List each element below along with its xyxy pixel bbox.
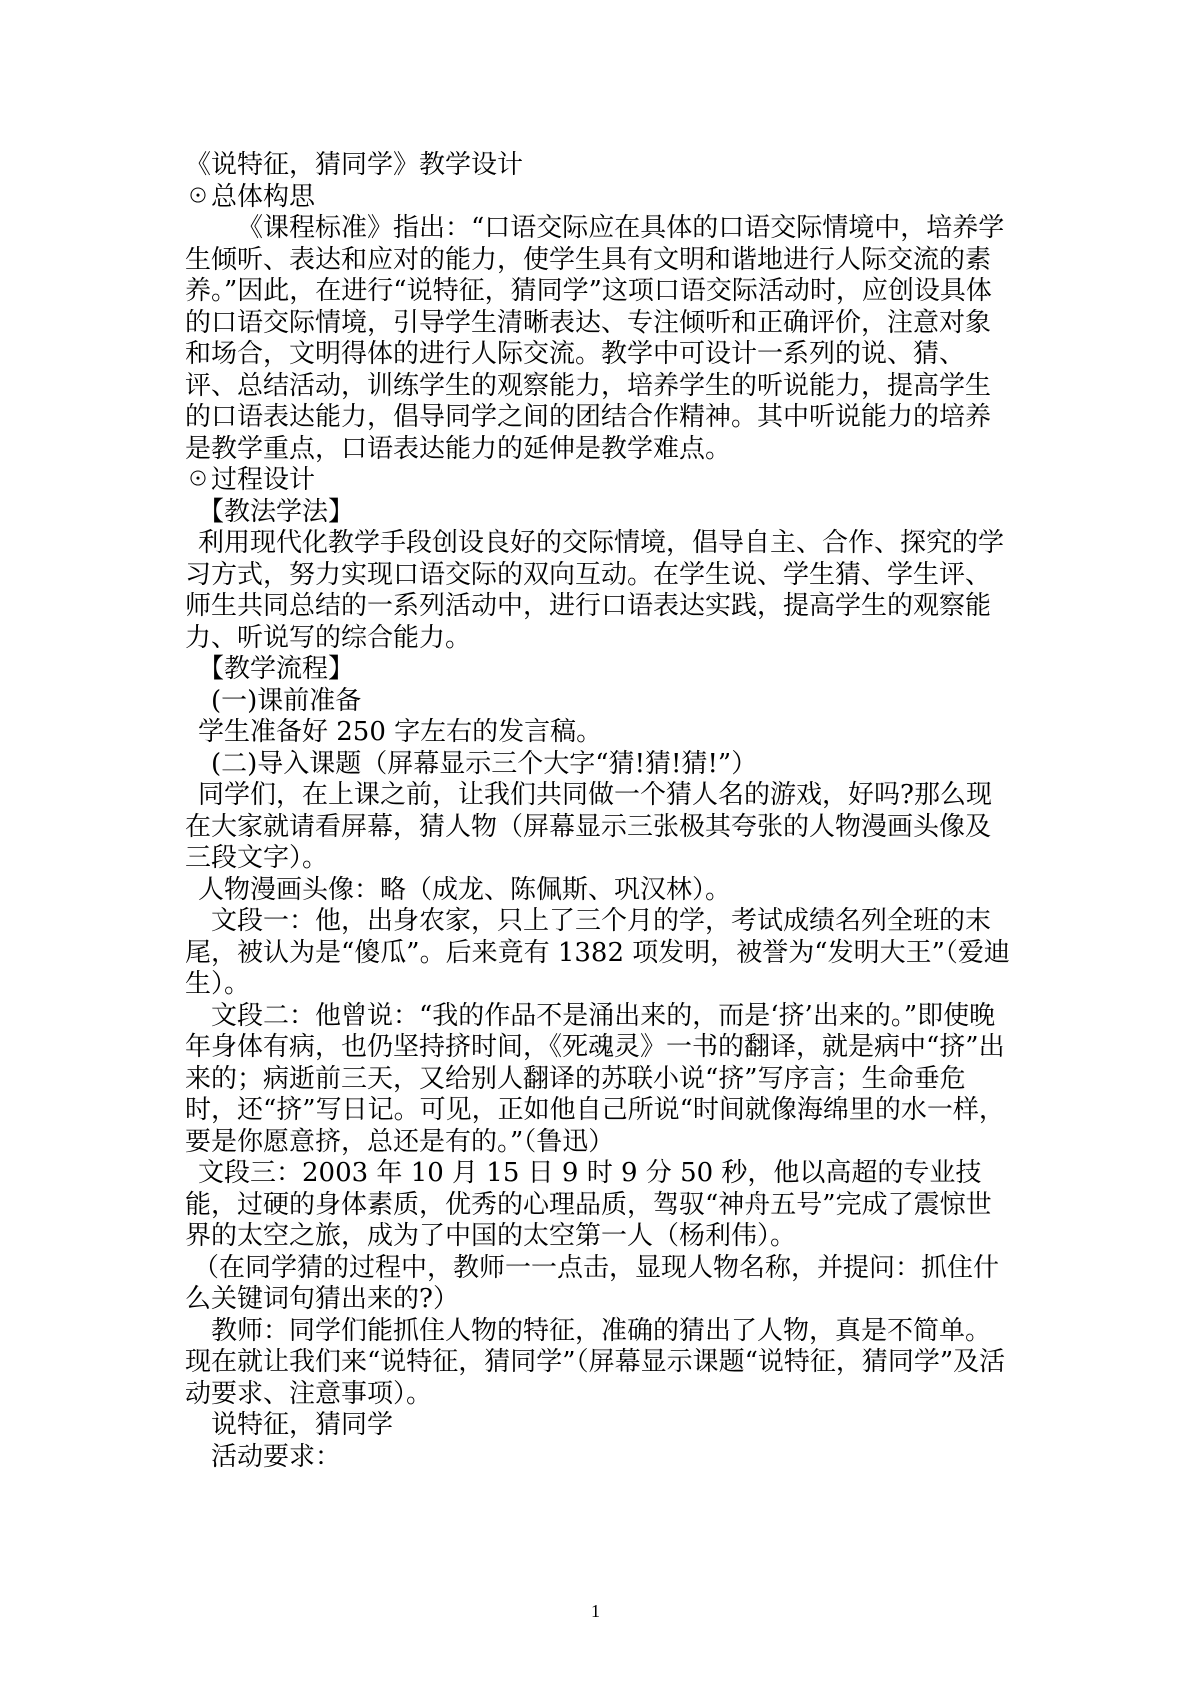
flow-heading: 【教学流程】 [198,654,355,684]
step2-paragraph: 同学们，在上课之前，让我们共同做一个猜人名的游戏，好吗?那么现在大家就请看屏幕，猜人物（屏幕显示三张极其夸张的人物漫画头像及三段文字）。 [185,780,992,873]
step1-heading: (一)课前准备 [211,685,362,716]
cartoon-line: 人物漫画头像：略（成龙、陈佩斯、巩汉林）。 [198,874,732,905]
step2-heading: (二)导入课题（屏幕显示三个大字“猜!猜!猜!”） [211,748,758,779]
step1-text: 学生准备好 250 字左右的发言稿。 [198,717,603,747]
document-title: 《说特征，猜同学》教学设计 [185,150,524,180]
overall-concept-paragraph: 《课程标准》指出：“口语交际应在具体的口语交际情境中，培养学生倾听、表达和应对的能力，使学生具有文明和谐地进行人际交流的素养。”因此，在进行“说特征，猜同学”这项口语交际活动时，应创设具体的口语交际情境，引导学生清晰表达、专注倾听和正确评价，注意对象和场合，文明得体的进行人际交流。教学中可设计一系列的说、猜、评、总结活动，训练学生的观察能力，培养学生的听说能力，提高学生的口语表达能力，倡导同学之间的团结合作精神。其中听说能力的培养是教学重点，口语表达能力的延伸是教学难点。 [185,213,1005,464]
activity-title: 说特征，猜同学 [211,1410,394,1440]
page-number: 1 [591,1601,600,1621]
section-heading-process-design: ☉过程设计 [185,465,316,495]
activity-requirements: 活动要求： [211,1441,342,1472]
passage-one: 文段一：他，出身农家，只上了三个月的学，考试成绩名列全班的末尾，被认为是“傻瓜”。后来竟有 1382 项发明，被誉为“发明大王”（爱迪生）。 [185,906,1010,999]
teacher-speech: 教师：同学们能抓住人物的特征，准确的猜出了人物，真是不简单。现在就让我们来“说特征，猜同学”（屏幕显示课题“说特征，猜同学”及活动要求、注意事项）。 [185,1315,1006,1409]
methods-paragraph: 利用现代化教学手段创设良好的交际情境，倡导自主、合作、探究的学习方式，努力实现口语交际的双向互动。在学生说、学生猜、学生评、师生共同总结的一系列活动中，进行口语表达实践，提高学生的观察能力、听说写的综合能力。 [185,528,1005,653]
teacher-note: （在同学猜的过程中，教师一一点击，显现人物名称，并提问：抓住什么关键词句猜出来的?） [185,1252,1000,1314]
passage-two: 文段二：他曾说：“我的作品不是涌出来的，而是‘挤’出来的。”即使晚年身体有病，也仍坚持挤时间，《死魂灵》一书的翻译，就是病中“挤”出来的；病逝前三天，又给别人翻译的苏联小说“挤”写序言；生命垂危时，还“挤”写日记。可见，正如他自己所说“时间就像海绵里的水一样，要是你愿意挤，总还是有的。”（鲁迅） [185,1000,1005,1157]
section-heading-overall-concept: ☉总体构思 [185,181,316,212]
document-body [185,150,1015,1473]
passage-three: 文段三：2003 年 10 月 15 日 9 时 9 分 50 秒，他以高超的专业技能，过硬的身体素质，优秀的心理品质，驾驭“神舟五号”完成了震惊世界的太空之旅，成为了中国的太空第一人（杨利伟）。 [185,1158,992,1251]
methods-heading: 【教法学法】 [198,496,355,527]
